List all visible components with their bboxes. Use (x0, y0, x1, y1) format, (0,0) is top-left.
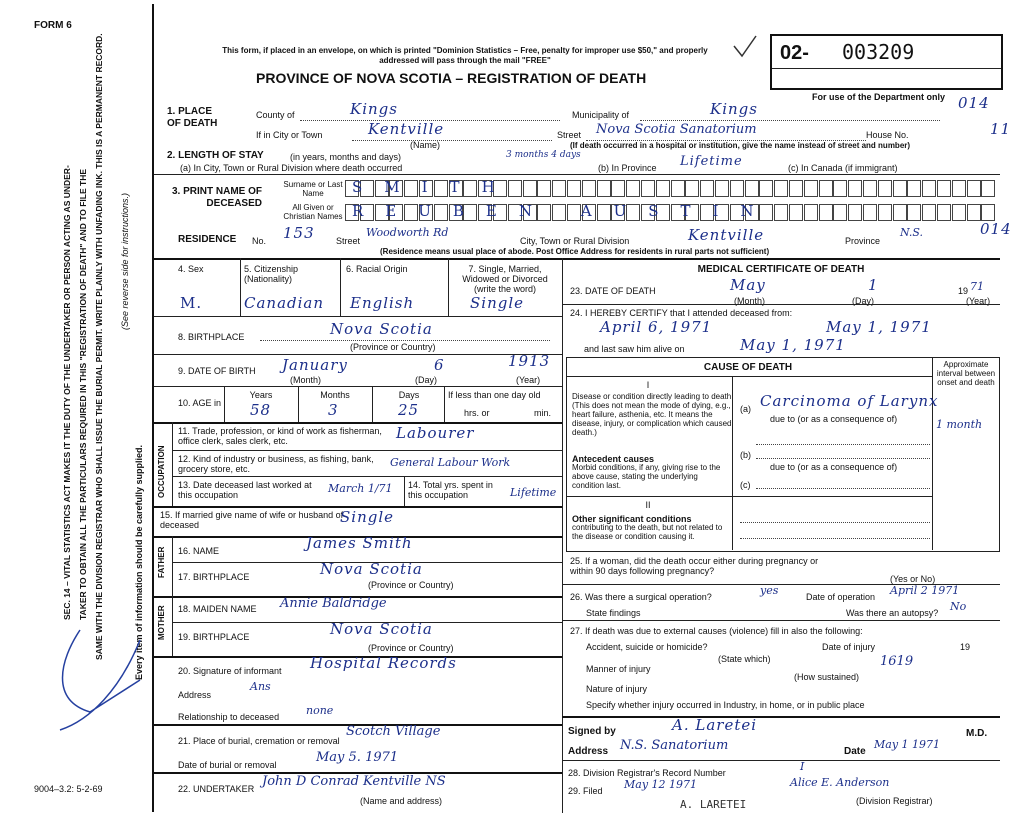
antecedent-label: Antecedent causes (572, 454, 655, 464)
res-province-label: Province (845, 236, 881, 246)
dob-month-value: January (282, 356, 348, 374)
dod-year-hint: (Year) (966, 296, 991, 306)
dob-month-hint: (Month) (290, 375, 322, 385)
pen-stroke-icon (40, 620, 150, 740)
undertaker-value: John D Conrad Kentville NS (262, 774, 446, 789)
age-years-value: 58 (250, 401, 272, 419)
nature-label: Nature of injury (586, 684, 648, 694)
signer-date-value: May 1 1971 (874, 738, 941, 751)
name-letter-cell (537, 180, 551, 197)
burial-date-value: May 5. 1971 (316, 750, 399, 765)
name-letter-cell (611, 180, 625, 197)
antecedent-desc: Morbid conditions, if any, giving rise to the above cause, stating the underlying condition last. (572, 463, 721, 490)
name-letter-cell (937, 204, 951, 221)
state-which-hint: (State which) (718, 654, 771, 664)
main-frame-left (152, 4, 154, 812)
operation-question: 26. Was there a surgical operation? (570, 592, 712, 602)
res-city-value: Kentville (688, 226, 765, 244)
res-province-value: N.S. (900, 226, 924, 239)
external-causes-label: 27. If death was due to external causes (violence) fill in also the following: (570, 626, 863, 636)
name-letter-cell (523, 180, 537, 197)
father-name-value: James Smith (306, 534, 413, 552)
signed-by-label: Signed by (568, 726, 616, 737)
name-letter-cell (671, 180, 685, 197)
due-to-label-1: due to (or as a consequence of) (770, 414, 898, 424)
name-letter-cell (878, 204, 892, 221)
dob-label: 9. DATE OF BIRTH (178, 366, 256, 376)
name-letter-cell (656, 180, 670, 197)
operation-date-label: Date of operation (806, 592, 876, 602)
yes-no-hint: (Yes or No) (890, 574, 936, 584)
birthplace-label: 8. BIRTHPLACE (178, 332, 245, 342)
citizenship-label: 5. Citizenship (Nationality) (244, 264, 299, 284)
name-letter-cell (759, 180, 773, 197)
burial-value: Scotch Village (346, 724, 441, 739)
print-name-label: 3. PRINT NAME OF DECEASED (171, 186, 262, 209)
age-label: 10. AGE in (178, 398, 222, 408)
name-letter-cell (848, 204, 862, 221)
dept-code: 014 (958, 94, 990, 112)
name-letter-cell (848, 180, 862, 197)
res-no-value: 153 (283, 224, 315, 242)
name-letter-cell (863, 204, 877, 221)
attended-from-value: April 6, 1971 (600, 318, 713, 336)
last-worked-label: 13. Date deceased last worked at this occupation (178, 480, 312, 500)
house-label: House No. (866, 130, 909, 140)
name-letter-cell (952, 204, 966, 221)
birthplace-value: Nova Scotia (330, 320, 433, 338)
side-instructions-3: SAME WITH THE DIVISION REGISTRAR WHO SHALL ISSUE THE BURIAL PERMIT. WRITE PLAINLY WITH UNFADING INK. THIS IS A PERMANENT RECORD. (94, 33, 104, 660)
name-letter-cell (893, 180, 907, 197)
stay-b-value: Lifetime (680, 154, 743, 169)
res-street-value: Woodworth Rd (366, 226, 449, 239)
cause-a-value: Carcinoma of Larynx (760, 392, 939, 410)
informant-label: 20. Signature of informant (178, 666, 282, 676)
stay-c-label: (c) In Canada (if immigrant) (788, 163, 898, 173)
form-title: PROVINCE OF NOVA SCOTIA – REGISTRATION OF DEATH (256, 70, 647, 86)
burial-date-label: Date of burial or removal (178, 760, 277, 770)
specify-label: Specify whether injury occurred in Industry, in home, or in public place (586, 700, 865, 710)
accident-label: Accident, suicide or homicide? (586, 642, 708, 652)
dod-day-hint: (Day) (852, 296, 874, 306)
division-registrar-hint: (Division Registrar) (856, 796, 933, 806)
dob-day-hint: (Day) (415, 375, 437, 385)
name-hint: (Name) (410, 140, 441, 150)
last-worked-value: March 1/71 (328, 482, 393, 495)
trade-label: 11. Trade, profession, or kind of work as fisherman, office clerk, sales clerk, etc. (178, 426, 382, 446)
street-label: Street (557, 130, 582, 140)
other-conditions-desc: contributing to the death, but not related to the disease or condition causing it. (572, 523, 723, 541)
side-instructions-2: TAKER TO OBTAIN ALL THE PARTICULARS REQUIRED IN THIS "REGISTRATION OF DEATH" AND TO FILE THE (78, 168, 88, 620)
dod-year-value: 71 (970, 280, 984, 293)
autopsy-value: No (950, 600, 967, 613)
municipality-label: Municipality of (572, 110, 630, 120)
reg-number: 003209 (842, 40, 915, 64)
spouse-value: Single (340, 508, 395, 526)
immediate-cause-label: Disease or condition directly leading to death (This does not mean the mode of dying, e.g., heart failure, asthenia, etc. It means the disease, injury, or complication which caused death.) (572, 392, 732, 437)
signer-date-label: Date (844, 746, 866, 757)
name-letter-cell (597, 180, 611, 197)
name-letter-cell (745, 180, 759, 197)
dob-year-value: 1913 (508, 352, 551, 370)
filed-by-value: Alice E. Anderson (790, 776, 890, 789)
name-letter-cell (804, 204, 818, 221)
name-letter-cell (552, 180, 566, 197)
name-letter-cell (774, 180, 788, 197)
undertaker-label: 22. UNDERTAKER (178, 784, 255, 794)
stay-hint: (in years, months and days) (290, 152, 402, 162)
dept-use-label: For use of the Department only (812, 92, 946, 102)
stamp-text: A. LARETEI (680, 798, 747, 811)
name-letter-cell (981, 180, 995, 197)
surname-value: SMITH (352, 178, 517, 196)
name-letter-cell (789, 204, 803, 221)
section-II-label: II (645, 500, 651, 510)
name-letter-cell (819, 180, 833, 197)
burial-label: 21. Place of burial, cremation or removal (178, 736, 340, 746)
md-label: M.D. (966, 728, 988, 739)
name-letter-cell (967, 204, 981, 221)
residence-label: RESIDENCE (178, 234, 237, 245)
county-value: Kings (350, 100, 398, 118)
last-saw-label: and last saw him alive on (584, 344, 685, 354)
trade-value: Labourer (396, 424, 475, 442)
city-value: Kentville (368, 120, 445, 138)
interval-label: Approximate interval between onset and death (936, 360, 996, 387)
name-letter-cell (833, 180, 847, 197)
certify-label: 24. I HEREBY CERTIFY that I attended deceased from: (570, 308, 793, 318)
name-letter-cell (641, 180, 655, 197)
hospital-note: (If death occurred in a hospital or institution, give the name instead of street and number) (570, 141, 911, 150)
section-I-label: I (646, 380, 650, 390)
sex-value: M. (180, 294, 203, 312)
reg-prefix: 02- (780, 42, 809, 64)
given-names-value: REUBEN AUSTIN (352, 202, 776, 220)
total-years-label: 14. Total yrs. spent in this occupation (408, 480, 493, 500)
name-letter-cell (626, 180, 640, 197)
father-birthplace-label: 17. BIRTHPLACE (178, 572, 250, 582)
informant-address-value: Ans (250, 680, 271, 693)
dob-year-hint: (Year) (516, 375, 541, 385)
cause-of-death-title: CAUSE OF DEATH (703, 362, 793, 373)
name-letter-cell (774, 204, 788, 221)
filed-date-value: May 12 1971 (624, 778, 698, 791)
code-1619: 1619 (880, 654, 914, 669)
manner-label: Manner of injury (586, 664, 651, 674)
residence-note: (Residence means usual place of abode. Post Office Address for residents in rural parts not sufficient) (380, 247, 770, 256)
name-letter-cell (952, 180, 966, 197)
relationship-value: none (306, 704, 334, 717)
filed-label: 29. Filed (568, 786, 603, 796)
mother-birthplace-value: Nova Scotia (330, 620, 433, 638)
given-names-label: All Given or Christian Names (283, 203, 343, 221)
surname-label: Surname or Last Name (283, 180, 343, 198)
street-value: Nova Scotia Sanatorium (596, 122, 757, 137)
name-letter-cell (685, 180, 699, 197)
spouse-label: 15. If married give name of wife or husband of deceased (160, 510, 344, 530)
injury-date-label: Date of injury (822, 642, 876, 652)
county-label: County of (256, 110, 295, 120)
house-value: 11 (990, 120, 1012, 138)
occupation-side-label: OCCUPATION (157, 445, 166, 498)
total-years-value: Lifetime (510, 486, 557, 499)
industry-label: 12. Kind of industry or business, as fishing, bank, grocery store, etc. (178, 454, 374, 474)
res-code: 014 (980, 220, 1012, 238)
father-birthplace-value: Nova Scotia (320, 560, 423, 578)
form-id: FORM 6 (34, 20, 72, 31)
prov-country-hint-17: (Province or Country) (368, 580, 454, 590)
racial-origin-label: 6. Racial Origin (346, 264, 408, 274)
state-findings-label: State findings (586, 608, 641, 618)
name-letter-cell (715, 180, 729, 197)
father-side-label: FATHER (157, 546, 166, 578)
age-months-label: Months (320, 390, 350, 400)
res-city-label: City, Town or Rural Division (520, 236, 630, 246)
informant-address-label: Address (178, 690, 212, 700)
place-label: 1. PLACE OF DEATH (167, 106, 218, 129)
relationship-label: Relationship to deceased (178, 712, 280, 722)
name-letter-cell (893, 204, 907, 221)
stay-label: 2. LENGTH OF STAY (167, 150, 264, 161)
date-of-death-label: 23. DATE OF DEATH (570, 286, 656, 296)
dob-day-value: 6 (434, 356, 445, 374)
dod-day-value: 1 (868, 276, 879, 294)
attended-to-value: May 1, 1971 (826, 318, 932, 336)
mother-birthplace-label: 19. BIRTHPLACE (178, 632, 250, 642)
age-days-value: 25 (398, 401, 420, 419)
marital-status-label: 7. Single, Married, Widowed or Divorced (write the word) (462, 264, 548, 294)
less-day-label: If less than one day old (448, 390, 541, 400)
citizenship-value: Canadian (244, 294, 325, 312)
side-instructions-5: Every item of information should be carefully supplied. (134, 444, 144, 680)
record-number-value: I (800, 760, 805, 773)
name-letter-cell (863, 180, 877, 197)
mail-notice: This form, if placed in an envelope, on which is printed "Dominion Statistics – Free, penalty for improper use $50," and properly addressed will pass through the mail "FREE" (222, 46, 708, 65)
name-letter-cell (907, 180, 921, 197)
mother-side-label: MOTHER (157, 605, 166, 640)
age-years-label: Years (249, 390, 273, 400)
name-letter-cell (700, 180, 714, 197)
name-letter-cell (833, 204, 847, 221)
name-letter-cell (789, 180, 803, 197)
name-letter-cell (907, 204, 921, 221)
signed-by-value: A. Laretei (672, 716, 758, 734)
other-conditions-label: Other significant conditions (572, 514, 692, 524)
interval-value: 1 month (936, 418, 983, 431)
name-letter-cell (567, 180, 581, 197)
center-divider (562, 258, 563, 813)
res-no-label: No. (252, 236, 267, 246)
how-sustained-hint: (How sustained) (794, 672, 860, 682)
signer-address-value: N.S. Sanatorium (620, 738, 729, 753)
sex-label: 4. Sex (178, 264, 204, 274)
name-letter-cell (981, 204, 995, 221)
registration-number-box (770, 34, 1003, 90)
name-letter-cell (922, 180, 936, 197)
municipality-value: Kings (710, 100, 758, 118)
prov-country-hint-8: (Province or Country) (350, 342, 436, 352)
side-instructions-4: (See reverse side for instructions.) (120, 192, 130, 330)
name-letter-cell (922, 204, 936, 221)
age-days-label: Days (398, 390, 420, 400)
pregnancy-question: 25. If a woman, did the death occur either during pregnancy or within 90 days following pregnancy? (570, 556, 819, 576)
last-saw-value: May 1, 1971 (740, 336, 846, 354)
racial-origin-value: English (350, 294, 415, 312)
name-letter-cell (804, 180, 818, 197)
mother-maiden-label: 18. MAIDEN NAME (178, 604, 257, 614)
name-letter-cell (967, 180, 981, 197)
stay-b-label: (b) In Province (598, 163, 657, 173)
prov-country-hint-19: (Province or Country) (368, 643, 454, 653)
name-letter-cell (819, 204, 833, 221)
marital-status-value: Single (470, 294, 525, 312)
signer-address-label: Address (568, 746, 609, 757)
name-letter-cell (730, 180, 744, 197)
record-number-label: 28. Division Registrar's Record Number (568, 768, 726, 778)
operation-value: yes (760, 584, 779, 597)
name-letter-cell (878, 180, 892, 197)
name-letter-cell (937, 180, 951, 197)
name-address-hint: (Name and address) (360, 796, 443, 806)
age-months-value: 3 (328, 401, 339, 419)
dod-month-value: May (730, 276, 766, 294)
stay-a-value: 3 months 4 days (506, 150, 581, 160)
form-code: 9004–3.2: 5-2-69 (34, 784, 103, 794)
check-mark-icon (732, 34, 758, 60)
hrs-label: hrs. or (464, 408, 490, 418)
autopsy-question: Was there an autopsy? (846, 608, 939, 618)
res-street-label: Street (336, 236, 361, 246)
stay-a-label: (a) In City, Town or Rural Division where death occurred (180, 163, 403, 173)
min-label: min. (534, 408, 552, 418)
dod-month-hint: (Month) (734, 296, 766, 306)
industry-value: General Labour Work (390, 456, 511, 469)
side-instructions-1: SEC. 14 – VITAL STATISTICS ACT MAKES IT THE DUTY OF THE UNDERTAKER OR PERSON ACTING AS UNDER- (62, 165, 72, 620)
operation-date-value: April 2 1971 (890, 584, 960, 597)
name-letter-cell (582, 180, 596, 197)
city-label: If in City or Town (256, 130, 323, 140)
mother-maiden-value: Annie Baldridge (280, 596, 387, 611)
medical-certificate-title: MEDICAL CERTIFICATE OF DEATH (697, 264, 865, 275)
due-to-label-2: due to (or as a consequence of) (770, 462, 898, 472)
father-name-label: 16. NAME (178, 546, 220, 556)
informant-value: Hospital Records (310, 654, 457, 672)
